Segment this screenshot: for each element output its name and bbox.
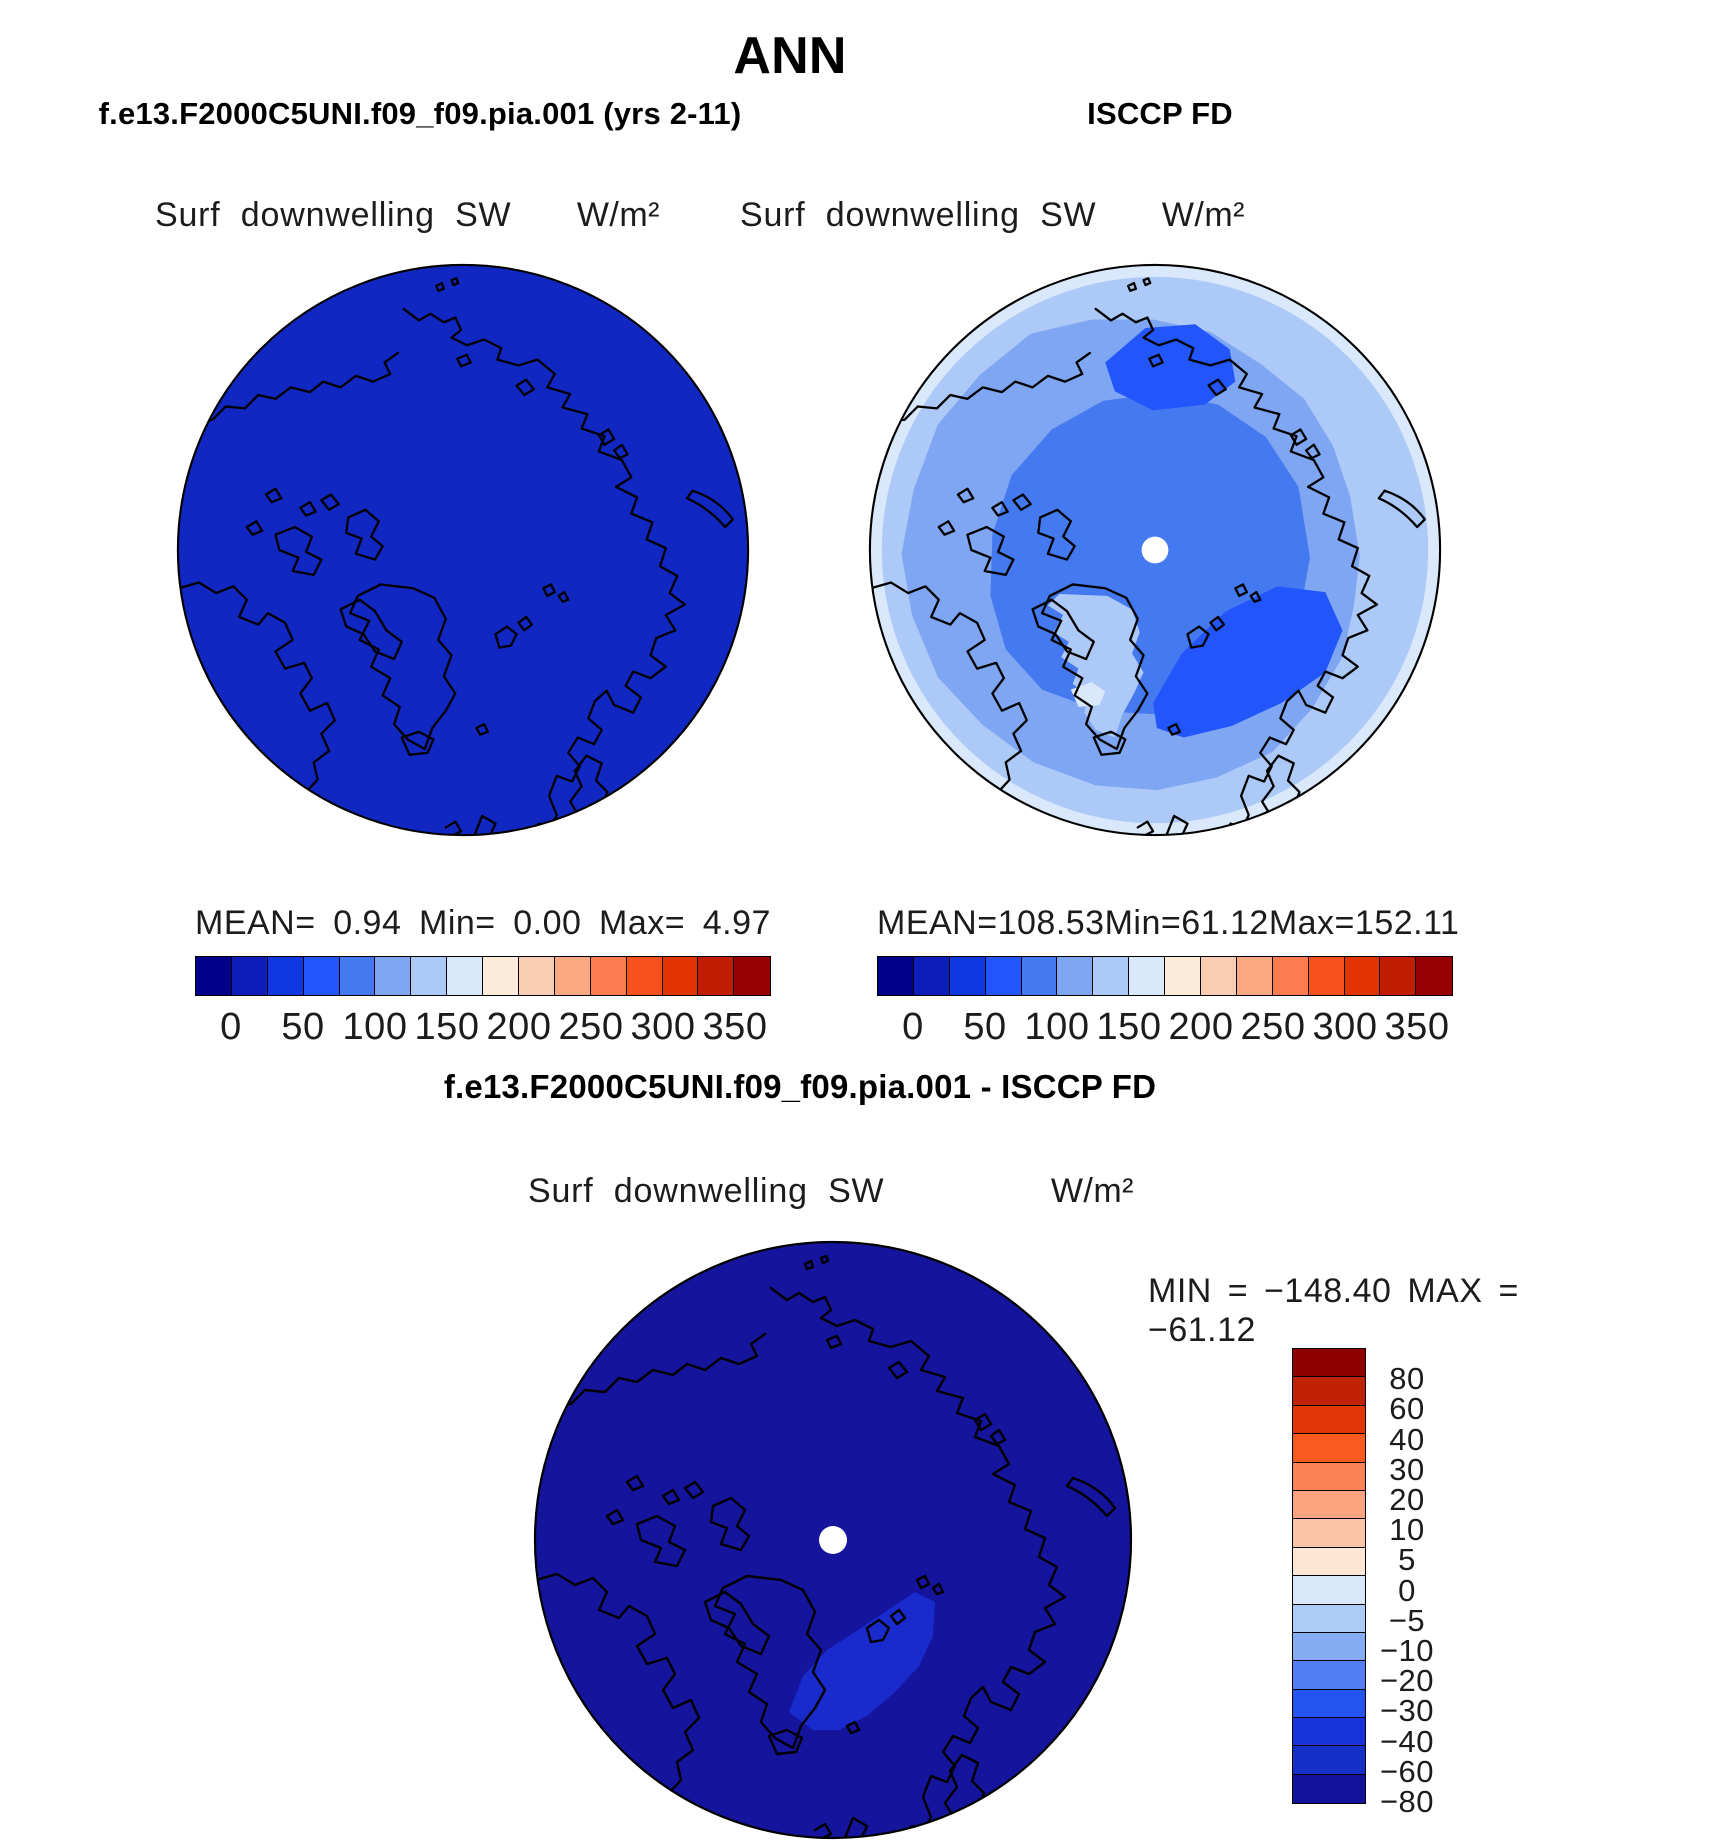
colorbar-cell bbox=[1292, 1660, 1366, 1690]
colorbar-cell bbox=[1092, 956, 1130, 996]
colorbar-tick-label: 200 bbox=[1168, 1006, 1234, 1048]
diff-variable-label: Surf downwelling SW bbox=[528, 1172, 885, 1210]
diff-polar-map bbox=[533, 1240, 1133, 1840]
model-colorbar-ticks bbox=[195, 1006, 771, 1050]
colorbar-cell bbox=[482, 956, 520, 996]
colorbar-cell bbox=[231, 956, 269, 996]
colorbar-tick-label: 250 bbox=[1240, 1006, 1306, 1048]
colorbar-cell bbox=[1379, 956, 1417, 996]
colorbar-boundary-label: 20 bbox=[1389, 1482, 1425, 1517]
colorbar-cell bbox=[1292, 1632, 1366, 1662]
obs-max-value: 152.11 bbox=[1354, 904, 1460, 942]
colorbar-tick-label: 150 bbox=[414, 1006, 480, 1048]
model-colorbar bbox=[195, 956, 771, 996]
colorbar-boundary-label: −80 bbox=[1379, 1784, 1435, 1819]
colorbar-tick-label: 50 bbox=[281, 1006, 325, 1048]
colorbar-boundary-label: −30 bbox=[1379, 1693, 1435, 1729]
colorbar-boundary-label: 80 bbox=[1389, 1361, 1425, 1397]
model-run-title: f.e13.F2000C5UNI.f09_f09.pia.001 (yrs 2-11) bbox=[98, 96, 742, 131]
obs-mean-label: MEAN= bbox=[877, 904, 998, 942]
colorbar-tick-label: 350 bbox=[702, 1006, 768, 1048]
figure-title: ANN bbox=[733, 27, 847, 85]
colorbar-boundary-label: −20 bbox=[1379, 1663, 1435, 1699]
colorbar-cell bbox=[949, 956, 987, 996]
colorbar-cell bbox=[1021, 956, 1059, 996]
diff-pole-missing-dot bbox=[819, 1526, 847, 1554]
colorbar-cell bbox=[1128, 956, 1166, 996]
colorbar-cell bbox=[1164, 956, 1202, 996]
colorbar-tick-label: 0 bbox=[220, 1006, 242, 1048]
colorbar-cell bbox=[195, 956, 233, 996]
colorbar-tick-label: 250 bbox=[558, 1006, 624, 1048]
colorbar-cell bbox=[554, 956, 592, 996]
colorbar-cell bbox=[1344, 956, 1382, 996]
model-variable-label: Surf downwelling SW bbox=[155, 196, 512, 234]
obs-min-label: Min= bbox=[1104, 904, 1182, 942]
colorbar-cell bbox=[1056, 956, 1094, 996]
colorbar-cell bbox=[913, 956, 951, 996]
colorbar-boundary-label: −60 bbox=[1379, 1753, 1435, 1789]
diff-colorbar-labels bbox=[1364, 1348, 1450, 1838]
obs-max-label: Max= bbox=[1268, 904, 1355, 942]
colorbar-cell bbox=[1292, 1745, 1366, 1775]
colorbar-cell bbox=[733, 956, 771, 996]
colorbar-boundary-label: 10 bbox=[1389, 1512, 1425, 1548]
colorbar-cell bbox=[446, 956, 484, 996]
model-mean-label: MEAN= bbox=[195, 904, 316, 942]
obs-pole-missing-dot bbox=[1142, 537, 1169, 564]
colorbar-cell bbox=[1292, 1774, 1366, 1804]
colorbar-cell bbox=[626, 956, 664, 996]
colorbar-boundary-label: −10 bbox=[1379, 1633, 1435, 1668]
colorbar-tick-label: 100 bbox=[1024, 1006, 1090, 1048]
colorbar-cell bbox=[1292, 1604, 1366, 1634]
colorbar-cell bbox=[590, 956, 628, 996]
colorbar-cell bbox=[1292, 1490, 1366, 1520]
colorbar-tick-label: 100 bbox=[342, 1006, 408, 1048]
model-units-label: W/m² bbox=[576, 196, 660, 234]
colorbar-cell bbox=[1292, 1348, 1366, 1378]
model-max-label: Max= bbox=[599, 904, 686, 942]
colorbar-cell bbox=[1292, 1462, 1366, 1492]
colorbar-cell bbox=[1292, 1689, 1366, 1719]
colorbar-cell bbox=[662, 956, 700, 996]
model-min-label: Min= bbox=[419, 904, 496, 942]
colorbar-boundary-label: 30 bbox=[1389, 1451, 1425, 1487]
diff-units-label: W/m² bbox=[1050, 1172, 1134, 1210]
colorbar-cell bbox=[1292, 1518, 1366, 1548]
colorbar-tick-label: 50 bbox=[963, 1006, 1007, 1048]
colorbar-cell bbox=[1415, 956, 1453, 996]
colorbar-cell bbox=[410, 956, 448, 996]
obs-colorbar bbox=[877, 956, 1453, 996]
colorbar-cell bbox=[1236, 956, 1274, 996]
model-max-value: 4.97 bbox=[702, 904, 771, 942]
colorbar-cell bbox=[374, 956, 412, 996]
colorbar-cell bbox=[1292, 1575, 1366, 1605]
colorbar-cell bbox=[1292, 1433, 1366, 1463]
colorbar-cell bbox=[1272, 956, 1310, 996]
obs-dataset-title: ISCCP FD bbox=[1087, 96, 1233, 131]
colorbar-cell bbox=[1292, 1376, 1366, 1406]
model-min-value: 0.00 bbox=[513, 904, 582, 942]
obs-units-label: W/m² bbox=[1161, 196, 1245, 234]
colorbar-cell bbox=[877, 956, 915, 996]
colorbar-tick-label: 350 bbox=[1384, 1006, 1450, 1048]
obs-stats-row bbox=[877, 904, 1460, 943]
model-mean-value: 0.94 bbox=[333, 904, 402, 942]
colorbar-cell bbox=[697, 956, 735, 996]
colorbar-cell bbox=[1200, 956, 1238, 996]
colorbar-tick-label: 0 bbox=[902, 1006, 924, 1048]
colorbar-tick-label: 200 bbox=[486, 1006, 552, 1048]
colorbar-tick-label: 300 bbox=[630, 1006, 696, 1048]
model-polar-map bbox=[176, 263, 750, 837]
diff-colorbar bbox=[1292, 1348, 1366, 1804]
obs-polar-map bbox=[868, 263, 1442, 837]
colorbar-boundary-label: 0 bbox=[1398, 1572, 1416, 1608]
colorbar-cell bbox=[339, 956, 377, 996]
obs-min-value: 61.12 bbox=[1181, 904, 1269, 942]
colorbar-boundary-label: 40 bbox=[1389, 1421, 1425, 1457]
colorbar-boundary-label: 60 bbox=[1389, 1391, 1425, 1427]
colorbar-boundary-label: −5 bbox=[1388, 1602, 1426, 1638]
colorbar-cell bbox=[1308, 956, 1346, 996]
colorbar-cell bbox=[1292, 1405, 1366, 1435]
colorbar-cell bbox=[985, 956, 1023, 996]
colorbar-cell bbox=[303, 956, 341, 996]
colorbar-cell bbox=[518, 956, 556, 996]
colorbar-boundary-label: 5 bbox=[1398, 1542, 1416, 1578]
obs-colorbar-ticks bbox=[877, 1006, 1453, 1050]
colorbar-cell bbox=[1292, 1547, 1366, 1577]
colorbar-tick-label: 150 bbox=[1096, 1006, 1162, 1048]
colorbar-cell bbox=[1292, 1717, 1366, 1747]
obs-variable-label: Surf downwelling SW bbox=[740, 196, 1097, 234]
colorbar-boundary-label: −40 bbox=[1379, 1723, 1435, 1759]
colorbar-tick-label: 300 bbox=[1312, 1006, 1378, 1048]
colorbar-cell bbox=[267, 956, 305, 996]
diff-minmax-label: MIN = −148.40 MAX = −61.12 bbox=[1148, 1272, 1519, 1349]
model-stats-row bbox=[195, 904, 771, 943]
diff-title: f.e13.F2000C5UNI.f09_f09.pia.001 - ISCCP FD bbox=[443, 1068, 1157, 1105]
obs-mean-value: 108.53 bbox=[997, 904, 1105, 942]
